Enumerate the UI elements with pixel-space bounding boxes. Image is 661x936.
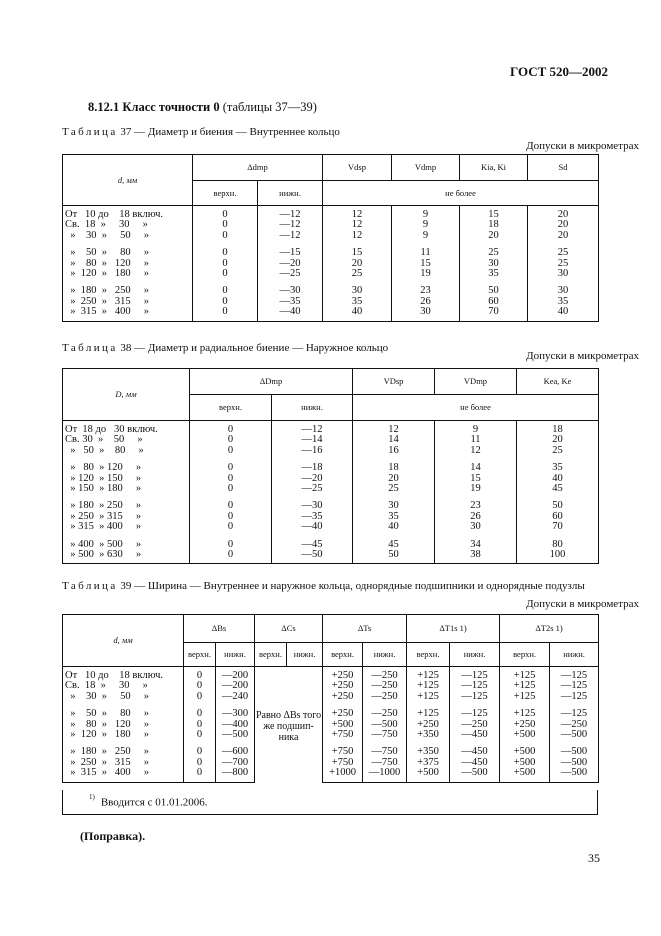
table-row <box>63 241 599 279</box>
table-cell: +125 +125 +125 <box>500 667 550 703</box>
table-row <box>63 533 599 564</box>
table39-footnote: $^{1)}$ Вводится с 01.01.2006. <box>62 790 598 815</box>
table-row <box>63 421 599 457</box>
table-cell: —18 —20 —25 <box>272 456 353 494</box>
table-cell: 15 20 25 <box>323 241 392 279</box>
table-cell: —125 —250 —450 <box>450 702 500 740</box>
table-cell: нижн. <box>258 181 323 206</box>
table-cell: 0 0 0 <box>190 494 272 532</box>
table-cell: —450 —450 —500 <box>450 740 500 782</box>
table-cell: 25 30 35 <box>460 241 528 279</box>
col-sd: Sd <box>528 155 599 181</box>
table-cell: нижн. <box>272 395 353 421</box>
table-cell: » 180 » 250 » » 250 » 315 » » 315 » 400 » <box>63 740 184 782</box>
col-D: D, мм <box>63 369 190 421</box>
amendment-note: (Поправка). <box>80 829 146 843</box>
table-cell: ΔT2s 1) <box>500 615 599 643</box>
table-cell: не более <box>323 181 599 206</box>
table-cell: 9 11 12 <box>435 421 517 457</box>
table-cell: 20 20 20 <box>528 206 599 242</box>
page-number: 35 <box>588 851 600 865</box>
table-cell: верхн. <box>407 643 450 667</box>
table-cell: 35 40 45 <box>517 456 599 494</box>
table-cell: —15 —20 —25 <box>258 241 323 279</box>
table-cell: 23 26 30 <box>435 494 517 532</box>
col-vdmp: Vdmp <box>392 155 460 181</box>
table-cell: —30 —35 —40 <box>258 279 323 321</box>
table-cell: нижн. <box>450 643 500 667</box>
table-cell: 0 0 0 <box>190 421 272 457</box>
table-cell: —45 —50 <box>272 533 353 564</box>
table-row <box>63 279 599 321</box>
table-cell: 34 38 <box>435 533 517 564</box>
table-cell: 0 0 0 <box>190 456 272 494</box>
table-cell: » 180 » 250 » » 250 » 315 » » 315 » 400 » <box>63 494 190 532</box>
table-cell: d, мм <box>63 615 184 667</box>
table-cell: —125 —125 —125 <box>550 667 599 703</box>
table-cell: 0 0 0 <box>184 702 216 740</box>
table-cell: 30 35 40 <box>323 279 392 321</box>
table39-units: Допуски в микрометрах <box>526 598 639 610</box>
table-cell: не более <box>353 395 599 421</box>
table-cell: верхн. <box>193 181 258 206</box>
table-row <box>63 667 599 703</box>
table38-units: Допуски в микрометрах <box>526 350 639 362</box>
table-cell: +125 +125 +125 <box>407 667 450 703</box>
table-cell: От 10 до 18 включ. Св. 18 » 30 » » 30 » 50 » <box>63 667 184 703</box>
table-row <box>63 740 599 782</box>
table-cell: 12 12 12 <box>323 206 392 242</box>
table37-units: Допуски в микрометрах <box>526 140 639 152</box>
table-cell: —750 —750 —1000 <box>363 740 407 782</box>
table-cell: 50 60 70 <box>460 279 528 321</box>
table-cell: —125 —125 —125 <box>450 667 500 703</box>
table-cell: +250 +250 +250 <box>323 667 363 703</box>
table-cell: —200 —200 —240 <box>216 667 255 703</box>
table-cell: 18 20 25 <box>353 456 435 494</box>
table38-caption: Таблица 38 — Диаметр и радиальное биение — Наружное кольцо <box>62 342 389 354</box>
table-row <box>63 702 599 740</box>
table-cell: ΔDmp <box>190 369 353 395</box>
table-cell: —30 —35 —40 <box>272 494 353 532</box>
table39-caption: Таблица 39 — Ширина — Внутреннее и наружное кольца, однорядные подшипники и однорядные подузлы <box>62 580 585 592</box>
table-cell: 0 0 0 <box>184 667 216 703</box>
table-cell: нижн. <box>287 643 323 667</box>
table-row <box>63 456 599 494</box>
table-cell: 50 60 70 <box>517 494 599 532</box>
table-cell: 25 25 30 <box>528 241 599 279</box>
table-cell: » 50 » 80 » » 80 » 120 » » 120 » 180 » <box>63 241 193 279</box>
table-cell: нижн. <box>363 643 407 667</box>
table-cell: —250 —250 —250 <box>363 667 407 703</box>
table-cell: +125 +250 +350 <box>407 702 450 740</box>
table-cell: » 180 » 250 » » 250 » 315 » » 315 » 400 » <box>63 279 193 321</box>
table-cell: 14 15 19 <box>435 456 517 494</box>
col-d: d, мм <box>63 155 193 206</box>
table-cell: +125 +250 +500 <box>500 702 550 740</box>
table-cell: 23 26 30 <box>392 279 460 321</box>
table-cell: VDsp <box>353 369 435 395</box>
table-row <box>63 494 599 532</box>
table-cell: » 400 » 500 » » 500 » 630 » <box>63 533 190 564</box>
table-cell: 30 35 40 <box>528 279 599 321</box>
equals-bs-note: Равно ΔBs того же подшип-ника <box>255 667 323 783</box>
table-cell: верхн. <box>190 395 272 421</box>
table-cell: верхн. <box>323 643 363 667</box>
table-cell: ΔCs <box>255 615 323 643</box>
table-cell: —300 —400 —500 <box>216 702 255 740</box>
table-cell: 0 0 <box>190 533 272 564</box>
table-cell: 9 9 9 <box>392 206 460 242</box>
table-cell: нижн. <box>550 643 599 667</box>
standard-header: ГОСТ 520—2002 <box>510 64 609 79</box>
table-cell: 11 15 19 <box>392 241 460 279</box>
col-vdsp: Vdsp <box>323 155 392 181</box>
table-cell: 15 18 20 <box>460 206 528 242</box>
table-cell: 0 0 0 <box>184 740 216 782</box>
table-cell: —12 —12 —12 <box>258 206 323 242</box>
table-cell: ΔT1s 1) <box>407 615 500 643</box>
table-cell: 18 20 25 <box>517 421 599 457</box>
table38 <box>62 368 599 564</box>
table-cell: 0 0 0 <box>193 206 258 242</box>
table-cell: +750 +750 +1000 <box>323 740 363 782</box>
table39 <box>62 614 599 783</box>
table-cell: 45 50 <box>353 533 435 564</box>
table-cell: От 18 до 30 включ. Св. 30 » 50 » » 50 » 80 » <box>63 421 190 457</box>
table-cell: ΔTs <box>323 615 407 643</box>
table-cell: —125 —250 —500 <box>550 702 599 740</box>
table-cell: нижн. <box>216 643 255 667</box>
table37-caption: Таблица 37 — Диаметр и биения — Внутреннее кольцо <box>62 126 340 138</box>
col-delta-dmp: Δdmp <box>193 155 323 181</box>
table-cell: 12 14 16 <box>353 421 435 457</box>
table-cell: VDmp <box>435 369 517 395</box>
table-cell: —600 —700 —800 <box>216 740 255 782</box>
table-cell: 0 0 0 <box>193 279 258 321</box>
table-cell: ΔBs <box>184 615 255 643</box>
table-cell: Kea, Ke <box>517 369 599 395</box>
table-row <box>63 206 599 242</box>
table-cell: верхн. <box>500 643 550 667</box>
table-cell: 80 100 <box>517 533 599 564</box>
table-cell: верхн. <box>184 643 216 667</box>
table-cell: » 80 » 120 » » 120 » 150 » » 150 » 180 » <box>63 456 190 494</box>
table-cell: 0 0 0 <box>193 241 258 279</box>
section-heading: 8.12.1 Класс точности 0 (таблицы 37—39) <box>88 100 317 114</box>
table37 <box>62 154 599 322</box>
table-cell: » 50 » 80 » » 80 » 120 » » 120 » 180 » <box>63 702 184 740</box>
table-cell: +350 +375 +500 <box>407 740 450 782</box>
table-cell: верхн. <box>255 643 287 667</box>
table-cell: —12 —14 —16 <box>272 421 353 457</box>
table-cell: +500 +500 +500 <box>500 740 550 782</box>
table-cell: +250 +500 +750 <box>323 702 363 740</box>
col-kia: Kia, Ki <box>460 155 528 181</box>
table-cell: —250 —500 —750 <box>363 702 407 740</box>
table-cell: —500 —500 —500 <box>550 740 599 782</box>
table-cell: От 10 до 18 включ. Св. 18 » 30 » » 30 » 50 » <box>63 206 193 242</box>
table-cell: 30 35 40 <box>353 494 435 532</box>
